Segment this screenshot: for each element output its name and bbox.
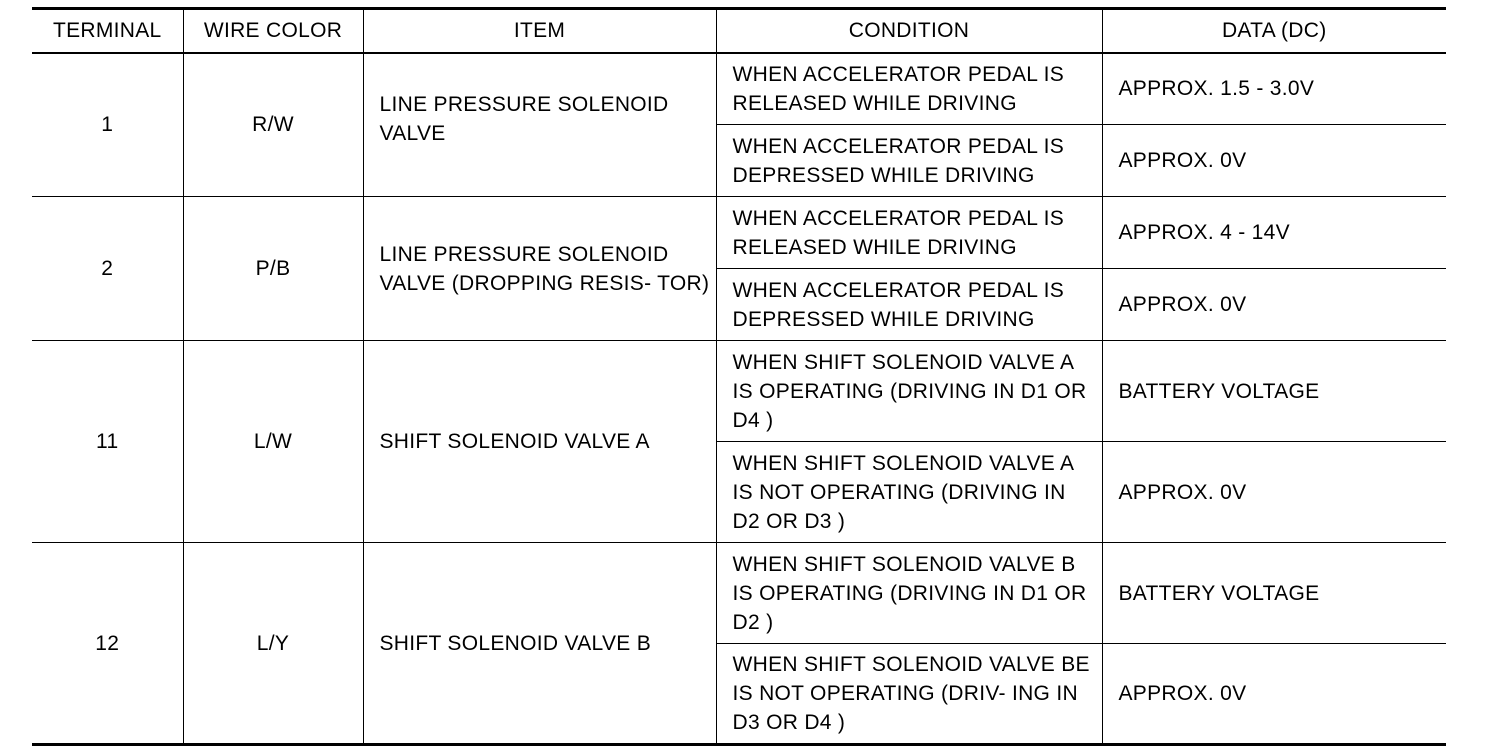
table-header-row — [32, 9, 1446, 53]
data-cell: APPROX. 1.5 - 3.0V — [1102, 53, 1446, 125]
header-condition: CONDITION — [716, 9, 1102, 53]
data-cell: BATTERY VOLTAGE — [1102, 543, 1446, 644]
condition-cell: WHEN ACCELERATOR PEDAL IS RELEASED WHILE DRIVING — [716, 53, 1102, 125]
data-cell: APPROX. 0V — [1102, 442, 1446, 543]
terminal-cell: 12 — [32, 543, 183, 745]
terminal-cell: 11 — [32, 341, 183, 543]
condition-cell: WHEN ACCELERATOR PEDAL IS DEPRESSED WHILE DRIVING — [716, 125, 1102, 197]
wire-color-cell: P/B — [183, 197, 363, 341]
data-cell: APPROX. 0V — [1102, 644, 1446, 745]
item-text: LINE PRESSURE SOLENOID VALVE (DROPPING RESIS- TOR) — [379, 242, 710, 295]
data-cell: APPROX. 0V — [1102, 269, 1446, 341]
condition-cell: WHEN ACCELERATOR PEDAL IS DEPRESSED WHILE DRIVING — [716, 269, 1102, 341]
terminal-cell: 2 — [32, 197, 183, 341]
table-row — [32, 197, 1446, 269]
terminal-cell: 1 — [32, 53, 183, 197]
header-wire-color: WIRE COLOR — [183, 9, 363, 53]
condition-cell: WHEN SHIFT SOLENOID VALVE A IS NOT OPERATING (DRIVING IN D2 OR D3 ) — [716, 442, 1102, 543]
condition-cell: WHEN SHIFT SOLENOID VALVE B IS OPERATING (DRIVING IN D1 OR D2 ) — [716, 543, 1102, 644]
condition-cell: WHEN ACCELERATOR PEDAL IS RELEASED WHILE DRIVING — [716, 197, 1102, 269]
header-terminal: TERMINAL — [32, 9, 183, 53]
table-row — [32, 543, 1446, 644]
data-cell: APPROX. 4 - 14V — [1102, 197, 1446, 269]
wire-color-cell: L/Y — [183, 543, 363, 745]
item-text: SHIFT SOLENOID VALVE A — [379, 430, 650, 453]
terminal-data-table — [32, 7, 1446, 746]
item-cell — [363, 543, 716, 745]
data-cell: BATTERY VOLTAGE — [1102, 341, 1446, 442]
item-text: SHIFT SOLENOID VALVE B — [379, 631, 652, 655]
header-item: ITEM — [363, 9, 716, 53]
data-cell: APPROX. 0V — [1102, 125, 1446, 197]
wire-color-cell: L/W — [183, 341, 363, 543]
condition-cell: WHEN SHIFT SOLENOID VALVE BE IS NOT OPERATING (DRIV- ING IN D3 OR D4 ) — [716, 644, 1102, 745]
item-cell — [363, 341, 716, 543]
table-row — [32, 341, 1446, 442]
wire-color-cell: R/W — [183, 53, 363, 197]
item-cell — [363, 197, 716, 341]
table-row — [32, 53, 1446, 125]
item-cell — [363, 53, 716, 197]
item-text: LINE PRESSURE SOLENOID VALVE — [379, 92, 669, 145]
header-data: DATA (DC) — [1102, 9, 1446, 53]
condition-cell: WHEN SHIFT SOLENOID VALVE A IS OPERATING (DRIVING IN D1 OR D4 ) — [716, 341, 1102, 442]
